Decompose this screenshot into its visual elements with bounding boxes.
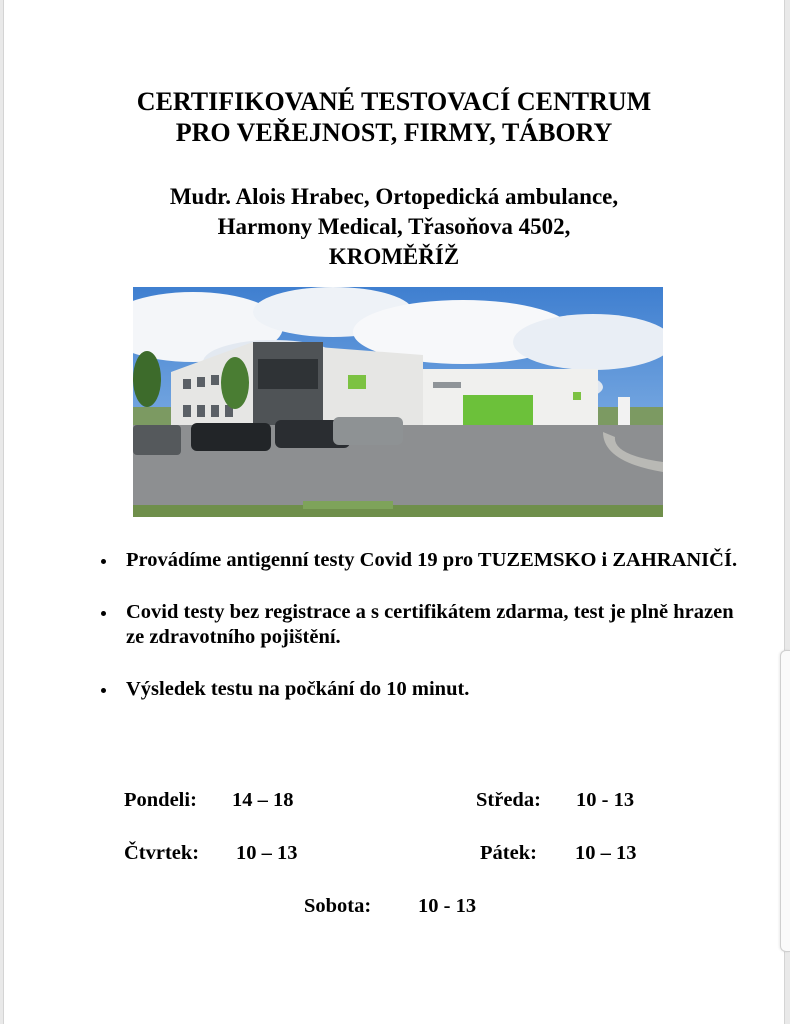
info-item: Výsledek testu na počkání do 10 minut. — [99, 677, 739, 702]
bullet-icon — [101, 559, 106, 564]
time-value: 14 – 18 — [232, 789, 294, 811]
page-title — [4, 86, 784, 148]
bullet-icon — [101, 688, 106, 693]
clinic-address — [4, 182, 784, 272]
day-label: Pátek: — [480, 842, 537, 864]
hours-saturday — [304, 895, 477, 918]
time-value: 10 – 13 — [236, 842, 298, 864]
info-item: Provádíme antigenní testy Covid 19 pro TUZEMSKO i ZAHRANIČÍ. — [99, 548, 739, 573]
day-label: Pondeli: — [124, 789, 197, 811]
hours-friday — [480, 842, 637, 865]
address-line-1: Mudr. Alois Hrabec, Ortopedická ambulance, — [169, 184, 619, 209]
address-city: KROMĚŘÍŽ — [328, 244, 460, 269]
title-line-1: CERTIFIKOVANÉ TESTOVACÍ CENTRUM — [136, 87, 652, 116]
document-page — [3, 0, 785, 1024]
building-photo — [133, 287, 663, 517]
hours-thursday — [124, 842, 298, 865]
title-line-2: PRO VEŘEJNOST, FIRMY, TÁBORY — [175, 118, 613, 147]
time-value: 10 - 13 — [418, 895, 477, 917]
hours-wednesday — [476, 789, 635, 812]
day-label: Středa: — [476, 789, 541, 811]
address-line-2: Harmony Medical, Třasoňova 4502, — [217, 214, 571, 239]
info-item: Covid testy bez registrace a s certifikátem zdarma, test je plně hrazen ze zdravotního pojištění. — [99, 600, 739, 650]
day-label: Sobota: — [304, 895, 372, 917]
time-value: 10 – 13 — [575, 842, 637, 864]
time-value: 10 - 13 — [576, 789, 635, 811]
info-list — [99, 548, 739, 729]
scroll-handle[interactable] — [780, 650, 790, 952]
hours-monday — [124, 789, 294, 812]
day-label: Čtvrtek: — [124, 842, 200, 864]
bullet-icon — [101, 611, 106, 616]
